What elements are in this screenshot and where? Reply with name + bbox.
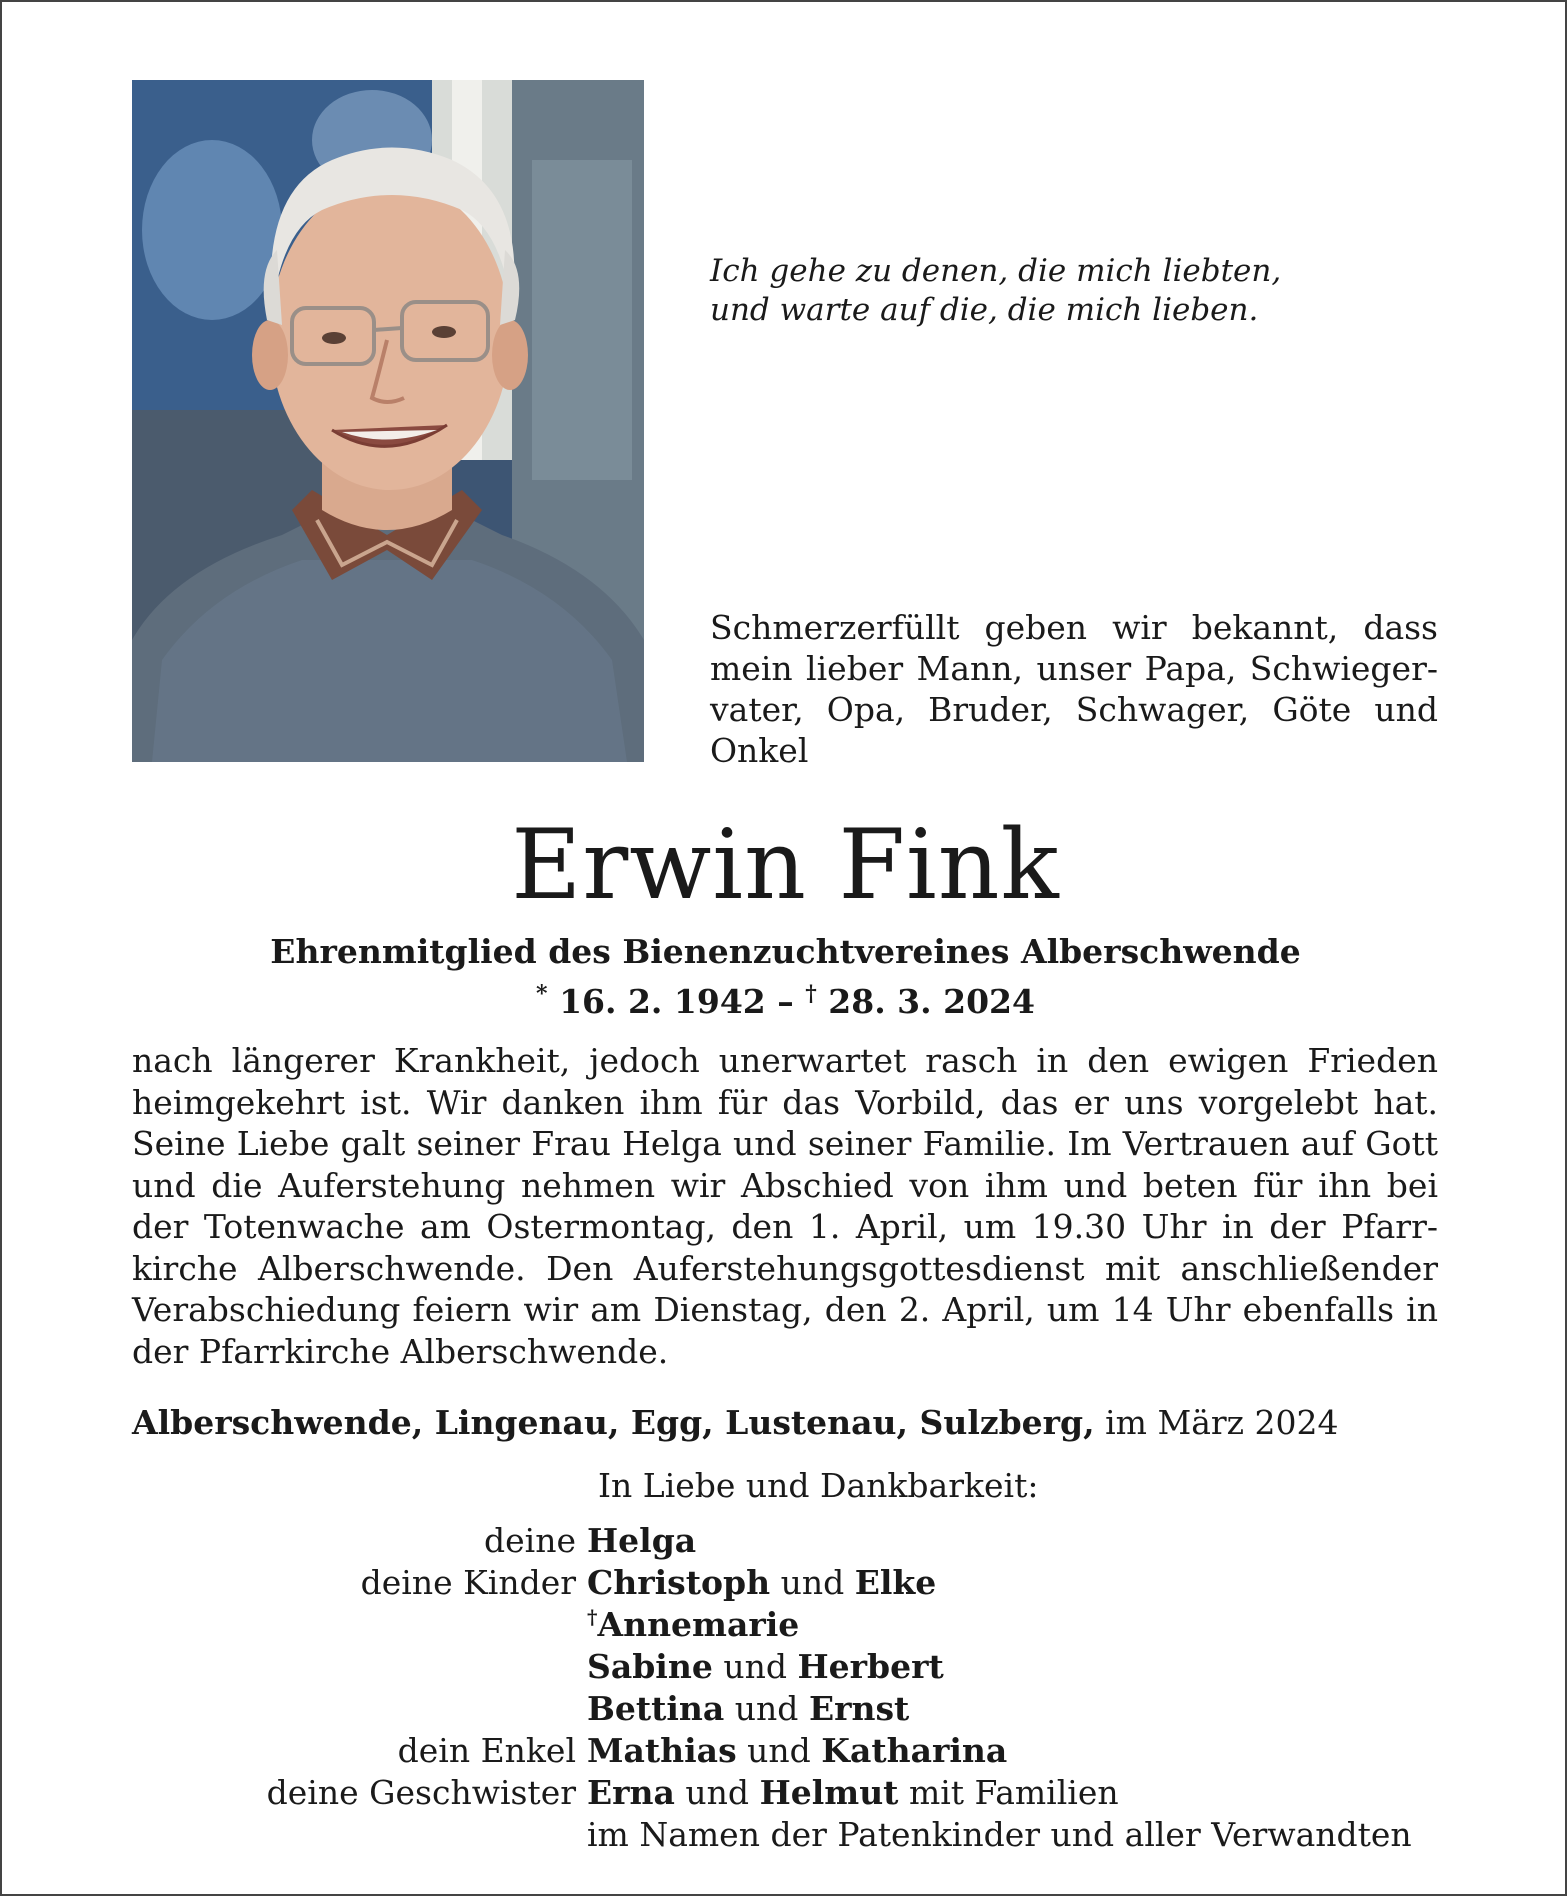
family-name: Mathias <box>587 1731 737 1770</box>
relation-label: dein Enkel <box>397 1731 576 1770</box>
relation-label <box>132 1814 587 1856</box>
family-names <box>587 1604 799 1646</box>
family-suffix: mit Familien <box>908 1773 1119 1812</box>
honor-title: Ehrenmitglied des Bienenzuchtvereines Alberschwende <box>270 932 1301 971</box>
deceased-name: Erwin Fink <box>511 809 1060 921</box>
conjunction: und <box>685 1773 750 1812</box>
places-line <box>132 1402 1452 1443</box>
family-name: Erna <box>587 1773 675 1812</box>
family-row <box>132 1688 1462 1730</box>
family-name: Sabine <box>587 1647 713 1686</box>
family-row <box>132 1730 1462 1772</box>
conjunction: und <box>747 1731 811 1770</box>
family-names: im Namen der Patenkinder und aller Verwandten <box>587 1815 1412 1854</box>
family-name: Bettina <box>587 1689 725 1728</box>
conjunction: und <box>723 1647 787 1686</box>
death-date: 28. 3. 2024 <box>828 982 1035 1021</box>
portrait-photo <box>132 80 644 762</box>
birth-date: 16. 2. 1942 <box>559 982 766 1021</box>
relation-label <box>132 1646 587 1688</box>
conjunction: und <box>780 1563 845 1602</box>
family-names <box>587 1772 1119 1814</box>
family-name: Helga <box>587 1521 697 1560</box>
birth-mark: * <box>536 981 548 1007</box>
family-names <box>587 1730 1007 1772</box>
quote-line-1: Ich gehe zu denen, die mich liebten, <box>710 253 1282 289</box>
family-row <box>132 1520 1462 1562</box>
family-row <box>132 1814 1462 1856</box>
family-names <box>587 1520 696 1562</box>
relation-label: deine Geschwister <box>266 1773 576 1812</box>
relation-label <box>132 1604 587 1646</box>
life-dates <box>2 974 1567 1022</box>
relation-label <box>132 1688 587 1730</box>
relation-label: deine <box>484 1521 576 1560</box>
family-name: Christoph <box>587 1563 771 1602</box>
body-text: nach längerer Krankheit, jedoch unerwartet rasch in den ewigen Frieden heimgekehrt ist. Wir danken ihm für das Vorbild, das er uns vorgelebt hat. Seine Liebe galt seiner Frau Helga und seiner Familie. Im Vertrauen auf Gott und die Auferstehung nehmen wir Abschied von ihm und beten für ihn bei der Totenwache am Ostermontag, den 1. April, um 19.30 Uhr in der Pfarrkirche Alberschwende. Den Auferstehungsgottesdienst mit anschließender Verabschiedung feiern wir am Dienstag, den 2. April, um 14 Uhr ebenfalls in der Pfarrkirche Alberschwende. <box>132 1041 1438 1371</box>
relation-label: deine Kinder <box>360 1563 576 1602</box>
family-row <box>132 1562 1462 1604</box>
family-name: Helmut <box>759 1773 899 1812</box>
intro-text: Schmerzerfüllt geben wir bekannt, dass mein lieber Mann, unser Papa, Schwiegervater, Opa, Bruder, Schwager, Göte und Onkel <box>710 608 1438 770</box>
death-mark: † <box>805 981 817 1007</box>
quote <box>710 252 1470 330</box>
family-list <box>132 1520 1462 1856</box>
place-date: im März 2024 <box>1105 1403 1339 1442</box>
family-row <box>132 1646 1462 1688</box>
family-names <box>587 1688 909 1730</box>
towns: Alberschwende, Lingenau, Egg, Lustenau, Sulzberg, <box>132 1403 1095 1442</box>
family-name: Herbert <box>797 1647 944 1686</box>
family-name: Elke <box>854 1563 937 1602</box>
conjunction: und <box>734 1689 799 1728</box>
family-name: Katharina <box>821 1731 1008 1770</box>
family-names <box>587 1562 936 1604</box>
date-separator: – <box>777 982 794 1021</box>
family-row <box>132 1604 1462 1646</box>
family-name: Annemarie <box>597 1605 800 1644</box>
closing-line: In Liebe und Dankbarkeit: <box>598 1466 1039 1505</box>
family-row <box>132 1772 1462 1814</box>
family-names <box>587 1646 944 1688</box>
quote-line-2: und warte auf die, die mich lieben. <box>710 292 1259 328</box>
family-name: Ernst <box>808 1689 910 1728</box>
deceased-mark: † <box>587 1605 598 1629</box>
